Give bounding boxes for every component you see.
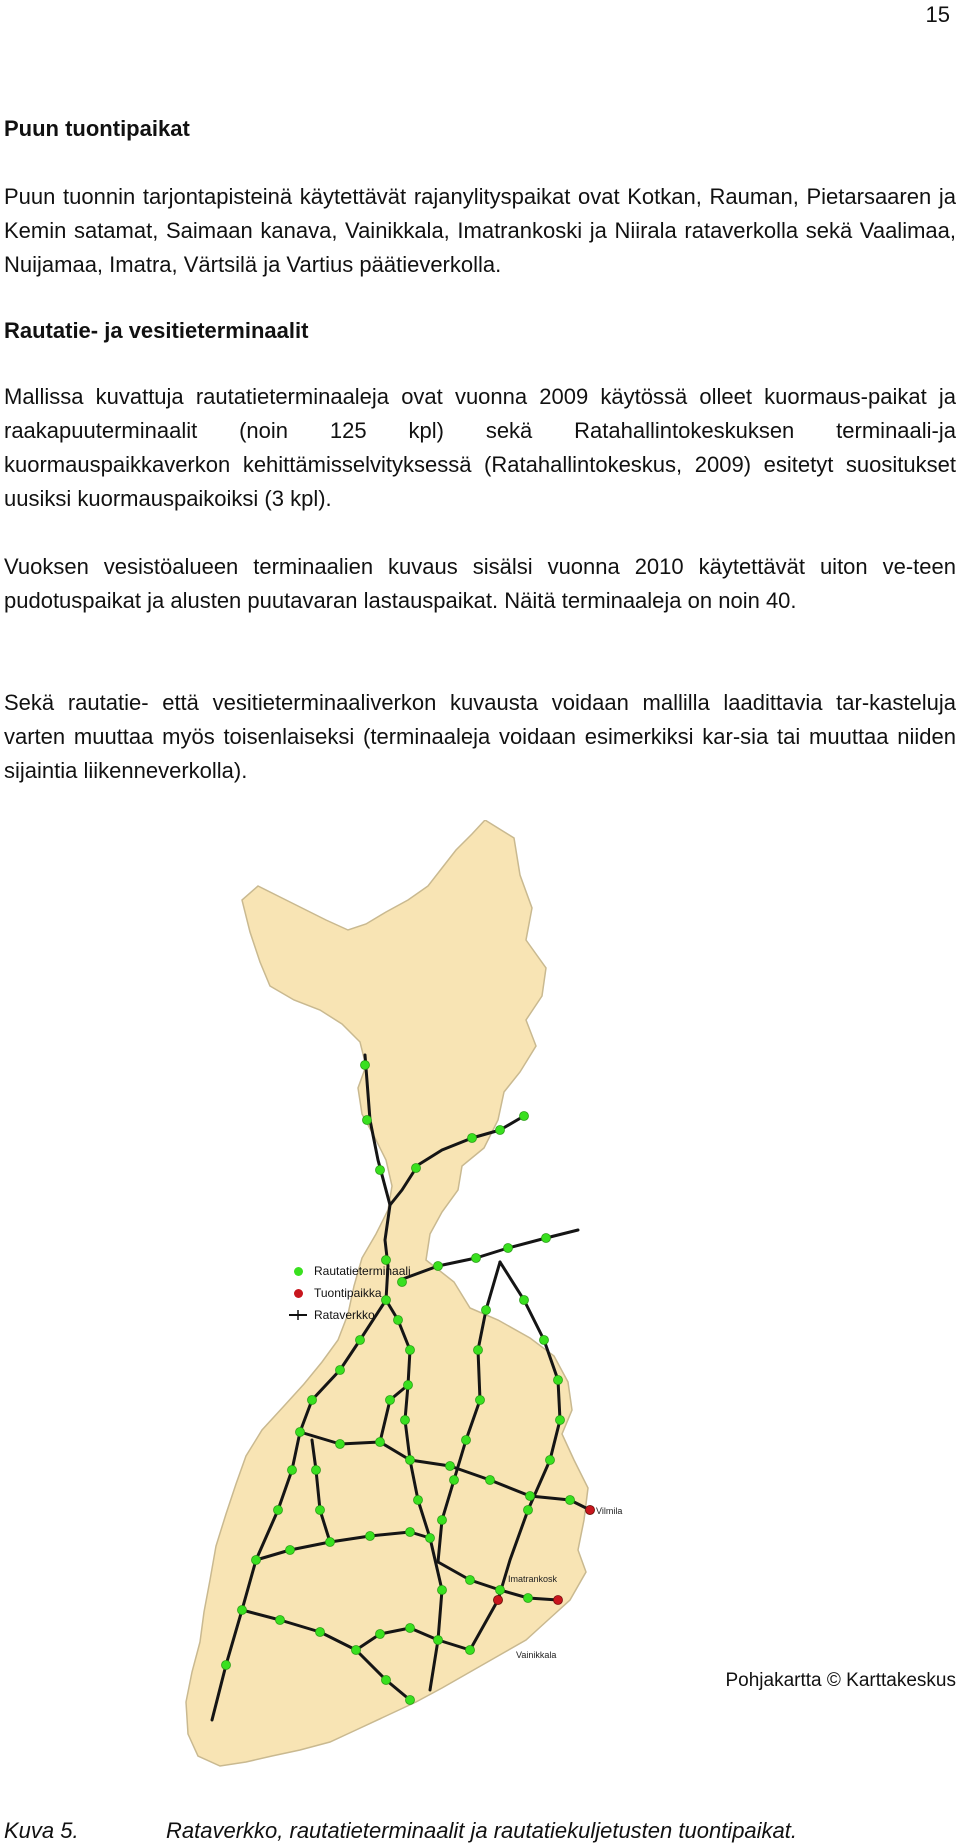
place-label: Vilmila [596, 1506, 623, 1516]
rail-terminal-marker [426, 1534, 435, 1543]
rail-terminal-marker [476, 1396, 485, 1405]
rail-terminal-marker [450, 1476, 459, 1485]
rail-terminal-marker [466, 1576, 475, 1585]
map-legend [288, 1260, 411, 1326]
rail-terminal-marker [474, 1346, 483, 1355]
rail-terminal-marker [356, 1336, 365, 1345]
legend-label: Tuontipaikka [314, 1286, 382, 1300]
map-canvas [180, 820, 760, 1780]
rail-terminal-marker [434, 1262, 443, 1271]
rail-terminal-marker [524, 1594, 533, 1603]
rail-terminal-marker [406, 1456, 415, 1465]
figure-label: Kuva 5. [4, 1818, 79, 1843]
rail-line-icon [288, 1308, 308, 1322]
rail-terminal-marker [524, 1506, 533, 1515]
rail-terminal-marker [366, 1532, 375, 1541]
rail-terminal-marker [566, 1496, 575, 1505]
rail-terminal-marker [406, 1696, 415, 1705]
rail-terminal-marker [276, 1616, 285, 1625]
rail-terminal-marker [406, 1624, 415, 1633]
rail-terminal-marker [404, 1381, 413, 1390]
rail-terminal-marker [556, 1416, 565, 1425]
legend-label: Rautatieterminaali [314, 1264, 411, 1278]
rail-terminal-marker [414, 1496, 423, 1505]
legend-label: Rataverkko [314, 1308, 375, 1322]
place-label: Imatrankosk [508, 1574, 558, 1584]
figure-caption-text: Rataverkko, rautatieterminaalit ja rautatiekuljetusten tuontipaikat. [166, 1818, 798, 1843]
red-dot-icon [294, 1289, 303, 1298]
rail-terminal-marker [406, 1528, 415, 1537]
rail-terminal-marker [520, 1296, 529, 1305]
rail-terminal-marker [336, 1440, 345, 1449]
rail-terminal-marker [288, 1466, 297, 1475]
rail-terminal-marker [222, 1661, 231, 1670]
rail-terminal-marker [316, 1506, 325, 1515]
finland-rail-map [180, 820, 760, 1780]
import-point-marker [554, 1596, 563, 1605]
rail-terminal-marker [336, 1366, 345, 1375]
rail-terminal-marker [546, 1456, 555, 1465]
legend-item-rail-terminal [288, 1260, 411, 1282]
import-point-marker [586, 1506, 595, 1515]
section-heading-terminals: Rautatie- ja vesitieterminaalit [4, 318, 309, 343]
legend-item-rail-network [288, 1304, 411, 1326]
rail-terminal-marker [352, 1646, 361, 1655]
rail-terminal-marker [406, 1346, 415, 1355]
section-heading-import-points: Puun tuontipaikat [4, 116, 190, 141]
rail-terminal-marker [504, 1244, 513, 1253]
rail-terminal-marker [496, 1586, 505, 1595]
rail-terminal-marker [361, 1061, 370, 1070]
legend-item-import-point [288, 1282, 411, 1304]
paragraph-water-terminals: Vuoksen vesistöalueen terminaalien kuvaus sisälsi vuonna 2010 käytettävät uiton ve-teen pudotuspaikat ja alusten puutavaran lastauspaikat. Näitä terminaaleja on noin 40. [4, 554, 956, 613]
rail-terminal-marker [296, 1428, 305, 1437]
rail-terminal-marker [520, 1112, 529, 1121]
import-point-marker [494, 1596, 503, 1605]
paragraph-modification: Sekä rautatie- että vesitieterminaaliverkon kuvausta voidaan mallilla laadittavia tar-kasteluja varten muuttaa myös toisenlaiseksi (terminaaleja voidaan esimerkiksi kar-sia tai muuttaa niiden sijaintia liikenneverkolla). [4, 690, 956, 783]
rail-terminal-marker [486, 1476, 495, 1485]
page-number: 15 [925, 2, 950, 27]
rail-terminal-marker [434, 1636, 443, 1645]
rail-terminal-marker [462, 1436, 471, 1445]
rail-terminal-marker [376, 1438, 385, 1447]
rail-terminal-marker [401, 1416, 410, 1425]
rail-terminal-marker [376, 1166, 385, 1175]
rail-terminal-marker [554, 1376, 563, 1385]
paragraph-import-points: Puun tuonnin tarjontapisteinä käytettävät rajanylityspaikat ovat Kotkan, Rauman, Pietarsaaren ja Kemin satamat, Saimaan kanava, Vainikkala, Imatrankoski ja Niirala rataverkolla sekä Vaalimaa, Nuijamaa, Imatra, Värtsilä ja Vartius päätieverkolla. [4, 184, 956, 277]
rail-terminal-marker [382, 1676, 391, 1685]
rail-terminal-marker [540, 1336, 549, 1345]
rail-terminal-marker [252, 1556, 261, 1565]
rail-terminal-marker [472, 1254, 481, 1263]
rail-terminal-marker [376, 1630, 385, 1639]
paragraph-rail-terminals: Mallissa kuvattuja rautatieterminaaleja ovat vuonna 2009 käytössä olleet kuormaus-paikat ja raakapuuterminaalit (noin 125 kpl) sekä Ratahallintokeskuksen terminaali-ja kuormauspaikkaverkon kehittämisselvityksessä (Ratahallintokeskus, 2009) esitetyt suositukset uusiksi kuormauspaikoiksi (3 kpl). [4, 384, 956, 511]
rail-terminal-marker [363, 1116, 372, 1125]
rail-terminal-marker [526, 1492, 535, 1501]
green-dot-icon [294, 1267, 303, 1276]
rail-terminal-marker [274, 1506, 283, 1515]
place-label: Vainikkala [516, 1650, 557, 1660]
rail-terminal-marker [496, 1126, 505, 1135]
rail-terminal-marker [438, 1586, 447, 1595]
rail-terminal-marker [308, 1396, 317, 1405]
rail-terminal-marker [386, 1396, 395, 1405]
rail-terminal-marker [482, 1306, 491, 1315]
rail-terminal-marker [438, 1516, 447, 1525]
map-credit: Pohjakartta © Karttakeskus [725, 1670, 956, 1691]
rail-terminal-marker [446, 1462, 455, 1471]
rail-terminal-marker [316, 1628, 325, 1637]
rail-terminal-marker [468, 1134, 477, 1143]
rail-terminal-marker [312, 1466, 321, 1475]
rail-terminal-marker [326, 1538, 335, 1547]
rail-terminal-marker [238, 1606, 247, 1615]
rail-terminal-marker [412, 1164, 421, 1173]
rail-terminal-marker [542, 1234, 551, 1243]
rail-terminal-marker [286, 1546, 295, 1555]
rail-terminal-marker [466, 1646, 475, 1655]
